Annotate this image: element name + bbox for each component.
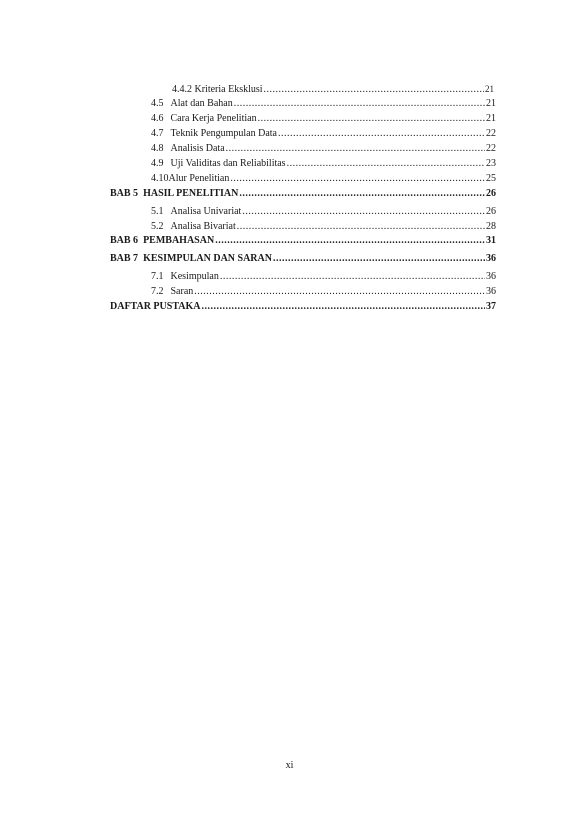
toc-page: 25 bbox=[486, 173, 496, 184]
toc-title: Alur Penelitian bbox=[168, 173, 230, 184]
toc-leader bbox=[194, 286, 485, 298]
toc-entry-4-5[interactable] bbox=[151, 98, 496, 110]
toc-chapter-bab-6[interactable] bbox=[110, 235, 496, 247]
toc-page: 28 bbox=[486, 221, 496, 232]
toc-entry-7-2[interactable] bbox=[151, 286, 496, 298]
toc-title: Kriteria Eksklusi bbox=[194, 84, 263, 95]
toc-title: Kesimpulan bbox=[170, 271, 219, 282]
toc-page: 36 bbox=[486, 286, 496, 297]
toc-title: HASIL PENELITIAN bbox=[143, 188, 239, 199]
toc-entry-4-6[interactable] bbox=[151, 113, 496, 125]
toc-entry-5-2[interactable] bbox=[151, 221, 496, 233]
toc-leader bbox=[287, 158, 485, 170]
toc-number: 5.1 bbox=[151, 206, 164, 217]
toc-number: BAB 6 bbox=[110, 235, 139, 246]
toc-page: 22 bbox=[486, 143, 496, 154]
toc-page: 21 bbox=[485, 84, 494, 94]
toc-page: 21 bbox=[486, 98, 496, 109]
toc-leader bbox=[226, 143, 485, 155]
toc-entry-7-1[interactable] bbox=[151, 271, 496, 283]
toc-leader bbox=[215, 235, 485, 247]
toc-number: 4.8 bbox=[151, 143, 164, 154]
toc-chapter-bab-5[interactable] bbox=[110, 188, 496, 200]
toc-title: Analisis Data bbox=[170, 143, 225, 154]
toc-title: Teknik Pengumpulan Data bbox=[170, 128, 277, 139]
toc-title: Uji Validitas dan Reliabilitas bbox=[170, 158, 286, 169]
toc-number: 7.2 bbox=[151, 286, 164, 297]
toc-leader bbox=[242, 206, 485, 218]
toc-entry-4-10[interactable] bbox=[151, 173, 496, 185]
toc-leader bbox=[220, 271, 485, 283]
toc-leader bbox=[239, 188, 485, 200]
toc-number: 7.1 bbox=[151, 271, 164, 282]
toc-title: Alat dan Bahan bbox=[170, 98, 233, 109]
toc-leader bbox=[237, 221, 485, 233]
toc-chapter-bab-7[interactable] bbox=[110, 253, 496, 265]
toc-title: Saran bbox=[170, 286, 194, 297]
toc-number: BAB 7 bbox=[110, 253, 139, 264]
toc-number: 4.5 bbox=[151, 98, 164, 109]
toc-page: 37 bbox=[486, 301, 496, 312]
toc-number: 4.7 bbox=[151, 128, 164, 139]
toc-leader bbox=[258, 113, 485, 125]
toc-chapter-daftar-pustaka[interactable] bbox=[110, 301, 496, 313]
toc-entry-5-1[interactable] bbox=[151, 206, 496, 218]
toc-page: 23 bbox=[486, 158, 496, 169]
toc-leader bbox=[201, 301, 485, 313]
toc-title: Analisa Bivariat bbox=[170, 221, 236, 232]
toc-page: 36 bbox=[486, 271, 496, 282]
toc-number: 4.9 bbox=[151, 158, 164, 169]
toc-number: 5.2 bbox=[151, 221, 164, 232]
toc-title: Cara Kerja Penelitian bbox=[170, 113, 257, 124]
toc-title: PEMBAHASAN bbox=[143, 235, 215, 246]
toc-leader bbox=[278, 128, 485, 140]
toc-number: 4.10 bbox=[151, 173, 169, 184]
toc-leader bbox=[234, 98, 485, 110]
toc-page: 26 bbox=[486, 188, 496, 199]
toc-entry-4-7[interactable] bbox=[151, 128, 496, 140]
toc-entry-4-9[interactable] bbox=[151, 158, 496, 170]
page-number: xi bbox=[285, 760, 294, 771]
toc-page: 22 bbox=[486, 128, 496, 139]
toc-leader bbox=[230, 173, 485, 185]
toc-page: 36 bbox=[486, 253, 496, 264]
toc-number: BAB 5 bbox=[110, 188, 139, 199]
toc-number: 4.6 bbox=[151, 113, 164, 124]
toc-leader bbox=[273, 253, 485, 265]
toc-page: 31 bbox=[486, 235, 496, 246]
toc-entry-4-4-2[interactable] bbox=[172, 83, 494, 96]
toc-title: KESIMPULAN DAN SARAN bbox=[143, 253, 272, 264]
toc-page: 26 bbox=[486, 206, 496, 217]
toc-title: Analisa Univariat bbox=[170, 206, 242, 217]
toc-number: 4.4.2 bbox=[172, 84, 192, 95]
toc-title: DAFTAR PUSTAKA bbox=[110, 301, 201, 312]
toc-entry-4-8[interactable] bbox=[151, 143, 496, 155]
toc-leader bbox=[264, 84, 484, 96]
toc-page: 21 bbox=[486, 113, 496, 124]
